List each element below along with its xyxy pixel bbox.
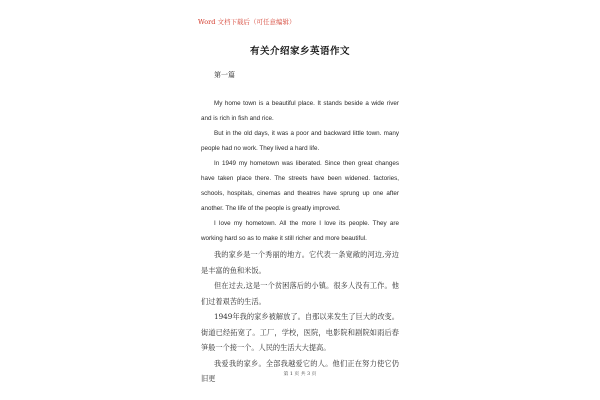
english-essay — [201, 96, 399, 246]
english-paragraph: I love my hometown. All the more I love its people. They are working hard so as to make it still richer and more beautiful. — [201, 220, 399, 242]
chinese-paragraph: 我爱我的家乡。全部我越爱它的人。他们正在努力使它仍旧更 — [201, 358, 399, 383]
english-paragraph: My home town is a beautiful place. It stands beside a wide river and is rich in fish and rice. — [201, 100, 399, 122]
section-label: 第一篇 — [214, 71, 235, 79]
download-note: Word 文档下载后（可任意编辑） — [198, 18, 296, 26]
chinese-paragraph: 1949年我的家乡被解放了。自那以来发生了巨大的改变。街道已经拓宽了。工厂，学校，医院，电影院和剧院如雨后春笋般一个接一个。人民的生活大大提高。 — [201, 312, 399, 352]
english-paragraph: In 1949 my hometown was liberated. Since then great changes have taken place there. The streets have been widened. factories, schools, hospitals, cinemas and theatres have sprung up one after another. The life of the people is greatly improved. — [201, 160, 399, 212]
document-title: 有关介绍家乡英语作文 — [249, 46, 350, 57]
chinese-paragraph: 但在过去,这是一个贫困落后的小镇。很多人没有工作。他们过着艰苦的生活。 — [201, 281, 399, 306]
page-indicator: 第 1 页 共 3 页 — [283, 372, 317, 377]
english-paragraph: But in the old days, it was a poor and backward little town. many people had no work. They lived a hard life. — [201, 130, 399, 152]
chinese-essay — [201, 247, 399, 387]
chinese-paragraph: 我的家乡是一个秀丽的地方。它代表一条宽敞的河边,旁边是丰富的鱼和米饭。 — [201, 250, 399, 275]
